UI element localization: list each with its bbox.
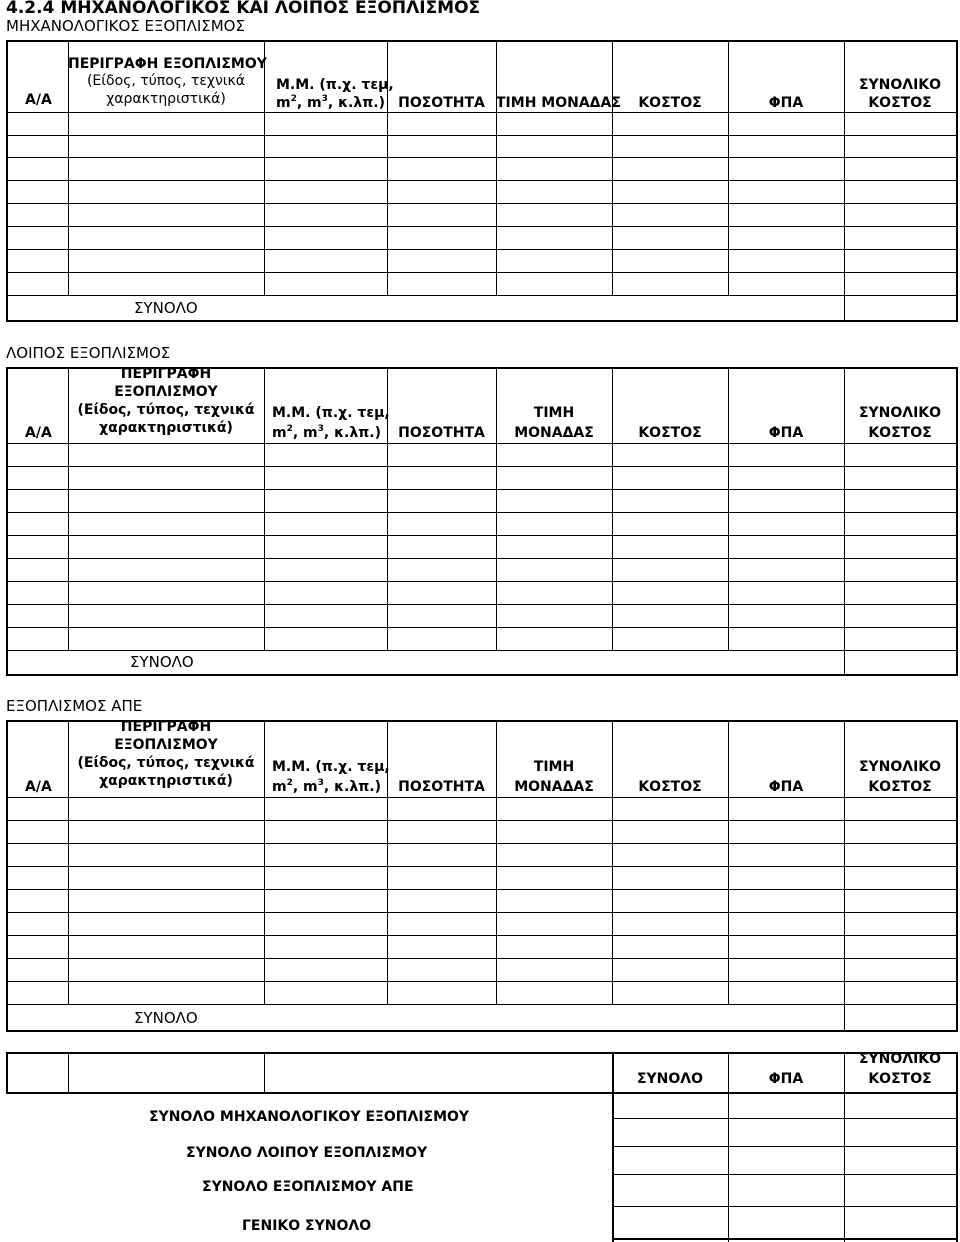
section-total-label: ΣΥΝΟΛΟ — [134, 1009, 198, 1027]
col-desc-note: (Είδος, τύπος, τεχνικά — [77, 755, 255, 771]
col-aa: Α/Α — [25, 425, 52, 441]
col-cost: ΚΟΣΤΟΣ — [638, 425, 702, 441]
col-desc-title: ΠΕΡΙΓΡΑΦΗ — [120, 719, 212, 735]
col-total-cost: ΣΥΝΟΛΙΚΟ — [858, 405, 942, 421]
col-total-cost-b: ΚΟΣΤΟΣ — [868, 95, 932, 111]
col-qty: ΠΟΣΟΤΗΤΑ — [398, 779, 485, 795]
col-desc-note: (Είδος, τύπος, τεχνικά — [77, 402, 255, 418]
col-desc-note2: χαρακτηριστικά) — [106, 91, 226, 107]
col-unit-price: ΤΙΜΗ — [533, 759, 575, 775]
section-heading: ΛΟΙΠΟΣ ΕΞΟΠΛΙΣΜΟΣ — [6, 344, 171, 362]
summary-col-total-cost-b: ΚΟΣΤΟΣ — [868, 1071, 932, 1087]
summary-row-mechanical: ΣΥΝΟΛΟ ΜΗΧΑΝΟΛΟΓΙΚΟΥ ΕΞΟΠΛΙΣΜΟΥ — [149, 1109, 470, 1125]
section-heading: ΕΞΟΠΛΙΣΜΟΣ ΑΠΕ — [6, 697, 143, 715]
section-total-label: ΣΥΝΟΛΟ — [130, 653, 194, 671]
col-unit-price: ΤΙΜΗ — [533, 405, 575, 421]
col-qty: ΠΟΣΟΤΗΤΑ — [398, 95, 485, 111]
col-desc-title: ΠΕΡΙΓΡΑΦΗ — [120, 366, 212, 382]
summary-col-vat: ΦΠΑ — [768, 1071, 804, 1087]
col-cost: ΚΟΣΤΟΣ — [638, 779, 702, 795]
col-mm: Μ.Μ. (π.χ. τεμ, — [272, 405, 390, 421]
col-vat: ΦΠΑ — [768, 425, 804, 441]
summary-row-other: ΣΥΝΟΛΟ ΛΟΙΠΟΥ ΕΞΟΠΛΙΣΜΟΥ — [186, 1145, 428, 1161]
col-unit-price-b: ΜΟΝΑΔΑΣ — [514, 779, 594, 795]
summary-row-grand-total: ΓΕΝΙΚΟ ΣΥΝΟΛΟ — [242, 1218, 372, 1234]
col-vat: ΦΠΑ — [768, 779, 804, 795]
col-mm: Μ.Μ. (π.χ. τεμ, — [272, 759, 390, 775]
col-mm: Μ.Μ. (π.χ. τεμ, — [276, 77, 394, 93]
col-aa: Α/Α — [25, 92, 52, 108]
col-total-cost: ΣΥΝΟΛΙΚΟ — [858, 77, 942, 93]
col-total-cost: ΣΥΝΟΛΙΚΟ — [858, 759, 942, 775]
col-unit-price-b: ΜΟΝΑΔΑΣ — [514, 425, 594, 441]
col-unit-price: ΤΙΜΗ ΜΟΝΑΔΑΣ — [496, 95, 621, 111]
col-mm-units: $m^2$, $m^3$, κ.λπ.) — [276, 94, 386, 111]
col-aa: Α/Α — [25, 779, 52, 795]
section-total-label: ΣΥΝΟΛΟ — [134, 299, 198, 317]
col-desc-note: (Είδος, τύπος, τεχνικά — [86, 73, 246, 89]
col-total-cost-b: ΚΟΣΤΟΣ — [868, 779, 932, 795]
page-title: 4.2.4 ΜΗΧΑΝΟΛΟΓΙΚΟΣ ΚΑΙ ΛΟΙΠΟΣ ΕΞΟΠΛΙΣΜΟΣ — [6, 0, 481, 18]
col-desc-title-b: ΕΞΟΠΛΙΣΜΟΥ — [114, 737, 218, 753]
col-desc-note2: χαρακτηριστικά) — [99, 420, 233, 436]
col-total-cost-b: ΚΟΣΤΟΣ — [868, 425, 932, 441]
col-qty: ΠΟΣΟΤΗΤΑ — [398, 425, 485, 441]
summary-col-total: ΣΥΝΟΛΟ — [636, 1071, 704, 1087]
col-cost: ΚΟΣΤΟΣ — [638, 95, 702, 111]
col-mm-units: $m^2$, $m^3$, κ.λπ.) — [272, 424, 382, 441]
summary-col-total-cost: ΣΥΝΟΛΙΚΟ — [858, 1051, 942, 1067]
col-desc-note2: χαρακτηριστικά) — [99, 773, 233, 789]
col-mm-units: $m^2$, $m^3$, κ.λπ.) — [272, 778, 382, 795]
col-desc-title: ΠΕΡΙΓΡΑΦΗ ΕΞΟΠΛΙΣΜΟΥ — [68, 56, 267, 72]
section-heading: ΜΗΧΑΝΟΛΟΓΙΚΟΣ ΕΞΟΠΛΙΣΜΟΣ — [6, 17, 245, 35]
col-vat: ΦΠΑ — [768, 95, 804, 111]
col-desc-title-b: ΕΞΟΠΛΙΣΜΟΥ — [114, 384, 218, 400]
summary-row-res: ΣΥΝΟΛΟ ΕΞΟΠΛΙΣΜΟΥ ΑΠΕ — [202, 1179, 414, 1195]
